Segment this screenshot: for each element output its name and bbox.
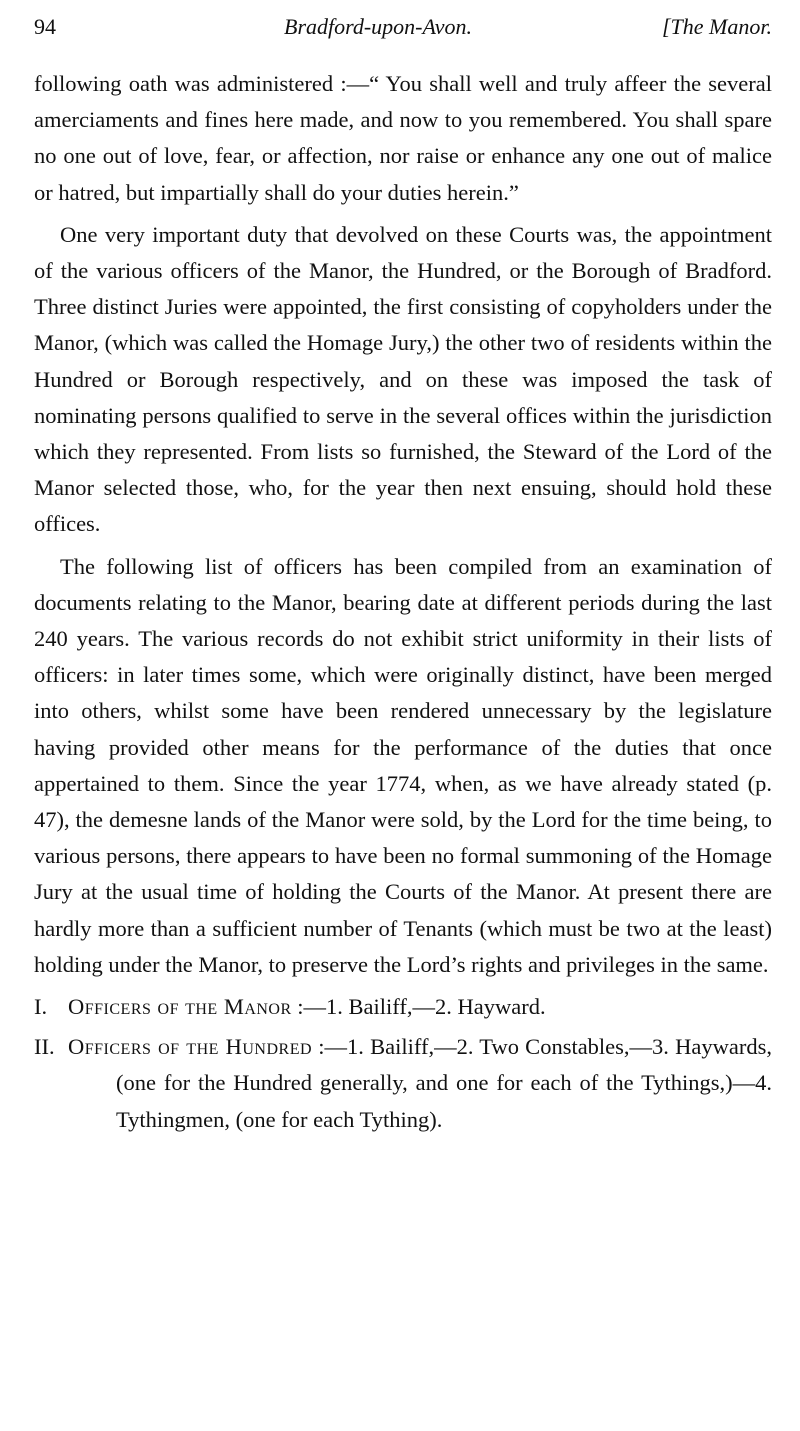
list-text: :—1. Bailiff,—2. Two Constables,—3. Haywards, (one for the Hundred generally, and one for each of the Tythings,)—4. Tythingmen, (one for each Tything). <box>116 1034 773 1132</box>
section-title: [The Manor. <box>661 14 772 39</box>
list-numeral: I. <box>34 994 48 1020</box>
list-item-hundred <box>34 1029 772 1138</box>
running-title: Bradford-upon-Avon. <box>284 14 472 39</box>
list-text: :—1. Bailiff,—2. Hayward. <box>297 994 546 1020</box>
page-body <box>34 66 772 1142</box>
list-item-manor <box>34 989 772 1025</box>
officer-lists <box>34 989 772 1138</box>
paragraph-officers-list-intro: The following list of officers has been compiled from an examination of documents relating to the Manor, bearing date at different periods during the last 240 years. The various records do not exhibit strict uniformity in their lists of officers: in later times some, which were originally distinct, have been merged into others, whilst some have been rendered unnecessary by the legislature having provided other means for the performance of the duties that once appertained to them. Since the year 1774, when, as we have already stated (p. 47), the demesne lands of the Manor were sold, by the Lord for the time being, to various persons, there appears to have been no formal summoning of the Homage Jury at the usual time of holding the Courts of the Manor. At present there are hardly more than a sufficient number of Tenants (which must be two at the least) holding under the Manor, to preserve the Lord’s rights and privileges in the same. <box>34 553 772 977</box>
list-heading: Officers of the Hundred <box>68 1034 313 1060</box>
paragraph-officers-appointment: One very important duty that devolved on these Courts was, the appointment of the various officers of the Manor, the Hundred, or the Borough of Bradford. Three distinct Juries were appointed, the first consisting of copyholders under the Manor, (which was called the Homage Jury,) the other two of residents within the Hundred or Borough respectively, and on these was imposed the task of nominating persons qualified to serve in the several offices within the jurisdiction which they represented. From lists so furnished, the Steward of the Lord of the Manor selected those, who, for the year then next ensuing, should hold these offices. <box>34 221 772 537</box>
list-numeral: II. <box>34 1034 55 1060</box>
running-header <box>34 14 772 44</box>
page-number: 94 <box>34 14 56 39</box>
paragraph-oath: following oath was administered :—“ You shall well and truly affeer the several amerciaments and fines here made, and now to you remembered. You shall spare no one out of love, fear, or affection, nor raise or enhance any one out of malice or hatred, but impartially shall do your duties herein.” <box>34 71 772 205</box>
list-heading: Officers of the Manor <box>68 994 292 1020</box>
